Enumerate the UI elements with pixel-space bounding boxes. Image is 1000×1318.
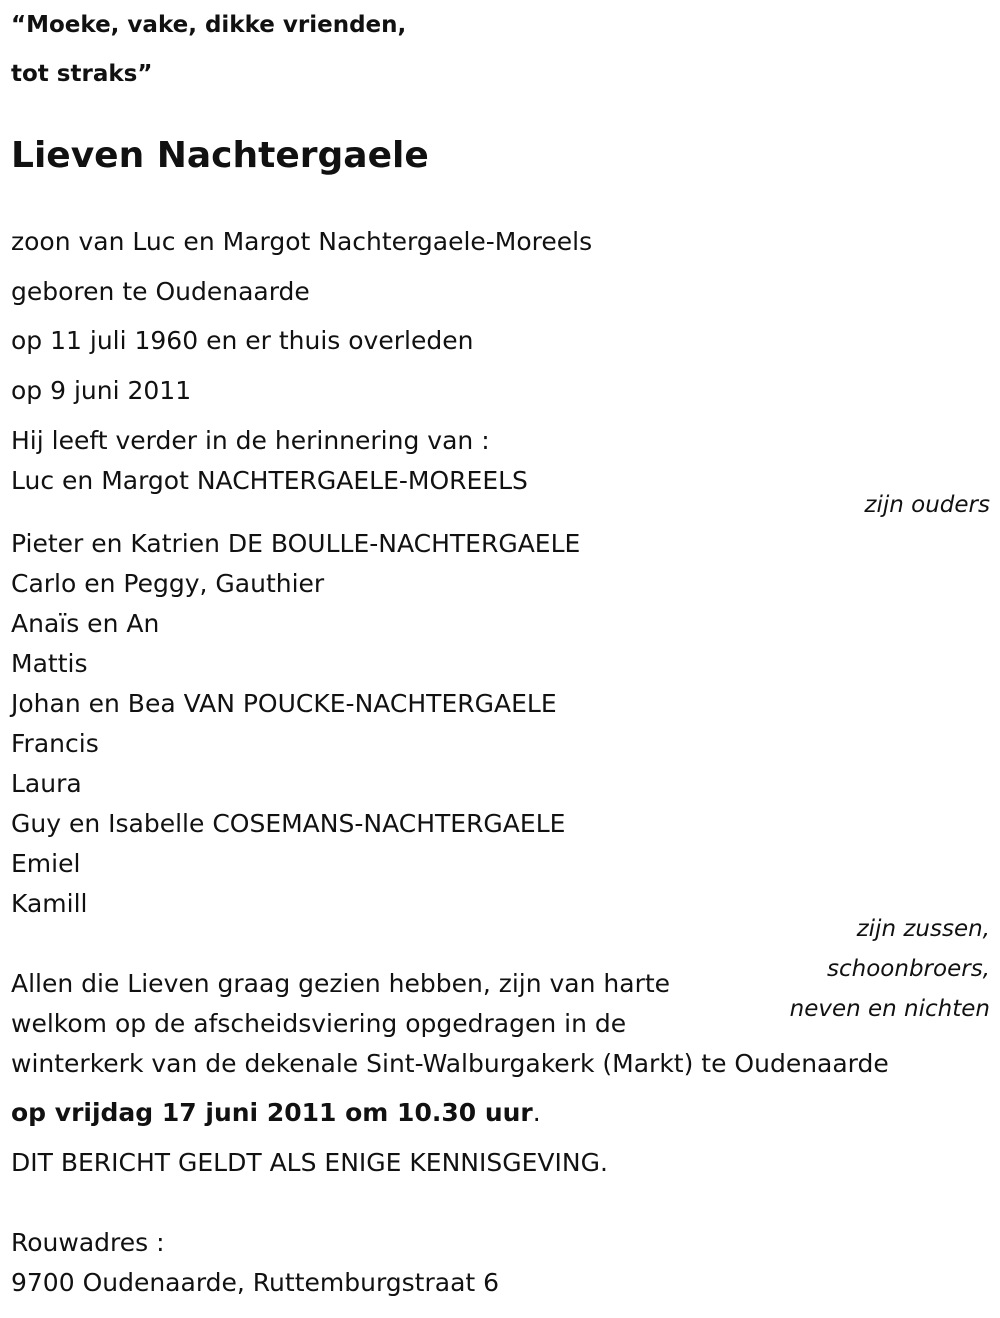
family-member: Francis [11, 729, 99, 758]
parents-role: zijn ouders [864, 492, 990, 518]
bio-line: op 11 juli 1960 en er thuis overleden [11, 326, 474, 355]
invitation-line: Allen die Lieven graag gezien hebben, zijn van harte [11, 969, 671, 998]
family-role-line: neven en nichten [789, 996, 990, 1022]
service-datetime-line [11, 1098, 541, 1128]
invitation-line: welkom op de afscheidsviering opgedragen in de [11, 1009, 627, 1038]
family-role-line: zijn zussen, [856, 916, 990, 942]
address-value: 9700 Oudenaarde, Ruttemburgstraat 6 [11, 1268, 500, 1297]
notice: DIT BERICHT GELDT ALS ENIGE KENNISGEVING. [11, 1148, 608, 1177]
family-member: Pieter en Katrien DE BOULLE-NACHTERGAELE [11, 529, 581, 558]
family-member: Mattis [11, 649, 88, 678]
address-label: Rouwadres : [11, 1228, 165, 1257]
family-member: Kamill [11, 889, 88, 918]
family-member: Guy en Isabelle COSEMANS-NACHTERGAELE [11, 809, 566, 838]
motto-line-1: “Moeke, vake, dikke vrienden, [11, 12, 407, 38]
family-member: Emiel [11, 849, 81, 878]
family-member: Anaïs en An [11, 609, 160, 638]
bio-line: zoon van Luc en Margot Nachtergaele-Moreels [11, 227, 593, 256]
remembrance-intro: Hij leeft verder in de herinnering van : [11, 426, 490, 455]
deceased-name: Lieven Nachtergaele [11, 135, 429, 176]
family-member: Laura [11, 769, 82, 798]
bio-line: geboren te Oudenaarde [11, 277, 310, 306]
family-role-line: schoonbroers, [827, 956, 990, 982]
service-period: . [532, 1098, 541, 1127]
service-datetime: op vrijdag 17 juni 2011 om 10.30 uur [11, 1098, 533, 1127]
parents-names: Luc en Margot NACHTERGAELE-MOREELS [11, 466, 528, 495]
family-member: Carlo en Peggy, Gauthier [11, 569, 325, 598]
motto-line-2: tot straks” [11, 61, 153, 87]
invitation-line: winterkerk van de dekenale Sint-Walburgakerk (Markt) te Oudenaarde [11, 1049, 889, 1078]
family-member: Johan en Bea VAN POUCKE-NACHTERGAELE [11, 689, 557, 718]
bio-line: op 9 juni 2011 [11, 376, 192, 405]
